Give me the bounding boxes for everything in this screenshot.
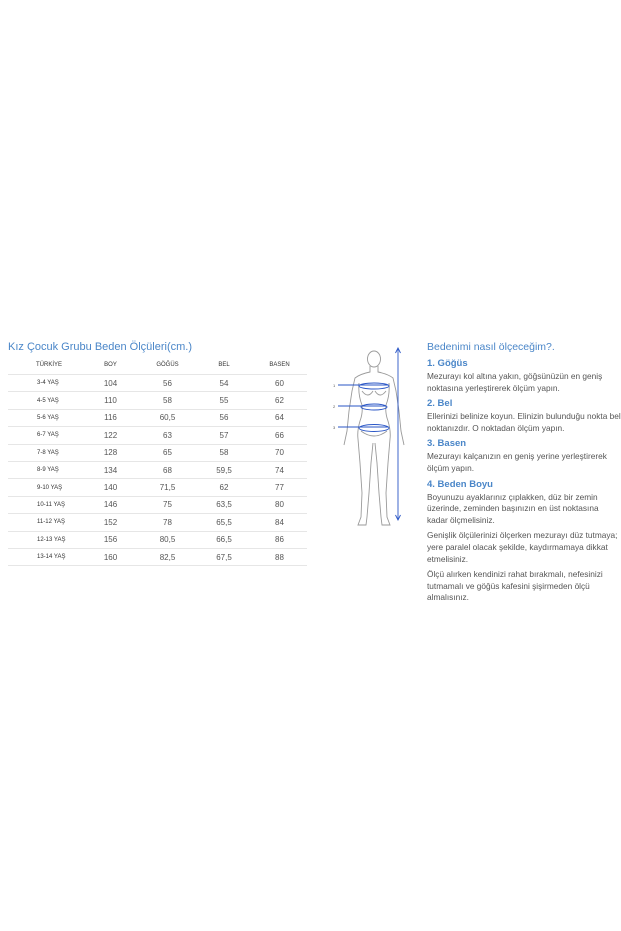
cell-chest: 68 <box>139 461 196 478</box>
cell-waist: 65,5 <box>196 514 252 531</box>
cell-waist: 63,5 <box>196 496 252 513</box>
cell-age: 5-6 YAŞ <box>8 409 82 426</box>
cell-chest: 78 <box>139 514 196 531</box>
table-row <box>8 392 307 409</box>
cell-age: 6-7 YAŞ <box>8 427 82 444</box>
cell-hip: 60 <box>252 375 307 392</box>
guide-text-width-tip: Genişlik ölçülerinizi ölçerken mezurayı düz tutmaya; yere paralel olacak şekilde, kaydırmamaya dikkat etmelisiniz. <box>427 530 618 564</box>
guide-section-waist <box>427 398 621 434</box>
guide-title: Bedenimi nasıl ölçeceğim?. <box>427 341 555 353</box>
cell-height: 152 <box>82 514 139 531</box>
marker-label-hip: 3 <box>333 425 336 430</box>
cell-chest: 56 <box>139 375 196 392</box>
cell-height: 116 <box>82 409 139 426</box>
table-row <box>8 479 307 496</box>
marker-label-chest: 1 <box>333 383 336 388</box>
column-header-waist: BEL <box>196 356 252 375</box>
guide-section-height <box>427 479 621 604</box>
guide-text-height: Boyunuzu ayaklarınız çıplakken, düz bir zemin üzerinde, zeminden başınızın en üst noktasına kadar ölçmelisiniz. <box>427 491 599 525</box>
cell-age: 4-5 YAŞ <box>8 392 82 409</box>
cell-height: 128 <box>82 444 139 461</box>
body-outline <box>344 351 404 525</box>
column-header-hip: BASEN <box>252 356 307 375</box>
cell-hip: 70 <box>252 444 307 461</box>
cell-chest: 60,5 <box>139 409 196 426</box>
guide-section-hip <box>427 438 621 474</box>
cell-height: 140 <box>82 479 139 496</box>
size-table-title: Kız Çocuk Grubu Beden Ölçüleri(cm.) <box>8 341 193 353</box>
cell-hip: 62 <box>252 392 307 409</box>
table-row <box>8 548 307 565</box>
guide-heading-waist: 2. Bel <box>427 398 453 410</box>
cell-waist: 59,5 <box>196 461 252 478</box>
cell-hip: 66 <box>252 427 307 444</box>
cell-age: 10-11 YAŞ <box>8 496 82 513</box>
cell-waist: 67,5 <box>196 548 252 565</box>
cell-chest: 63 <box>139 427 196 444</box>
table-row <box>8 514 307 531</box>
cell-waist: 58 <box>196 444 252 461</box>
table-row <box>8 461 307 478</box>
cell-hip: 80 <box>252 496 307 513</box>
cell-waist: 55 <box>196 392 252 409</box>
column-header-chest: GÖĞÜS <box>139 356 196 375</box>
cell-height: 122 <box>82 427 139 444</box>
marker-label-waist: 2 <box>333 404 336 409</box>
cell-waist: 66,5 <box>196 531 252 548</box>
cell-chest: 82,5 <box>139 548 196 565</box>
table-row <box>8 409 307 426</box>
cell-height: 160 <box>82 548 139 565</box>
cell-waist: 56 <box>196 409 252 426</box>
cell-height: 146 <box>82 496 139 513</box>
cell-age: 8-9 YAŞ <box>8 461 82 478</box>
cell-hip: 74 <box>252 461 307 478</box>
cell-chest: 80,5 <box>139 531 196 548</box>
cell-hip: 88 <box>252 548 307 565</box>
cell-age: 9-10 YAŞ <box>8 479 82 496</box>
cell-waist: 62 <box>196 479 252 496</box>
guide-heading-hip: 3. Basen <box>427 438 467 450</box>
cell-hip: 77 <box>252 479 307 496</box>
cell-hip: 84 <box>252 514 307 531</box>
cell-age: 13-14 YAŞ <box>8 548 82 565</box>
guide-text-hip: Mezurayı kalçanızın en geniş yerine yerleştirerek ölçüm yapın. <box>427 451 607 473</box>
size-chart-table <box>8 356 307 566</box>
cell-age: 11-12 YAŞ <box>8 514 82 531</box>
table-row <box>8 427 307 444</box>
cell-hip: 64 <box>252 409 307 426</box>
guide-heading-chest: 1. Göğüs <box>427 358 468 369</box>
guide-heading-height: 4. Beden Boyu <box>427 478 493 490</box>
cell-waist: 57 <box>196 427 252 444</box>
guide-text-waist: Ellerinizi belinize koyun. Elinizin bulunduğu nokta bel noktanızdır. O noktadan ölçüm yapın. <box>427 411 621 433</box>
cell-age: 12-13 YAŞ <box>8 531 82 548</box>
column-header-region: TÜRKİYE <box>8 356 82 375</box>
cell-chest: 71,5 <box>139 479 196 496</box>
cell-chest: 75 <box>139 496 196 513</box>
cell-chest: 58 <box>139 392 196 409</box>
body-measurement-figure <box>330 345 418 531</box>
cell-height: 110 <box>82 392 139 409</box>
cell-height: 156 <box>82 531 139 548</box>
cell-hip: 86 <box>252 531 307 548</box>
column-header-height: BOY <box>82 356 139 375</box>
cell-waist: 54 <box>196 375 252 392</box>
guide-text-chest: Mezurayı kol altına yakın, göğsünüzün en geniş noktasına yerleştirerek ölçüm yapın. <box>427 371 603 393</box>
guide-section-chest <box>427 358 621 394</box>
table-row <box>8 496 307 513</box>
table-row <box>8 375 307 392</box>
guide-text-relax-tip: Ölçü alırken kendinizi rahat bırakmalı, nefesinizi tutmamalı ve göğüs kafesini şişirmeden ölçü almalısınız. <box>427 569 603 603</box>
table-row <box>8 444 307 461</box>
cell-height: 134 <box>82 461 139 478</box>
table-header-row <box>8 356 307 375</box>
cell-age: 7-8 YAŞ <box>8 444 82 461</box>
cell-height: 104 <box>82 375 139 392</box>
table-row <box>8 531 307 548</box>
cell-chest: 65 <box>139 444 196 461</box>
measurement-guide <box>427 341 621 603</box>
cell-age: 3-4 YAŞ <box>8 375 82 392</box>
